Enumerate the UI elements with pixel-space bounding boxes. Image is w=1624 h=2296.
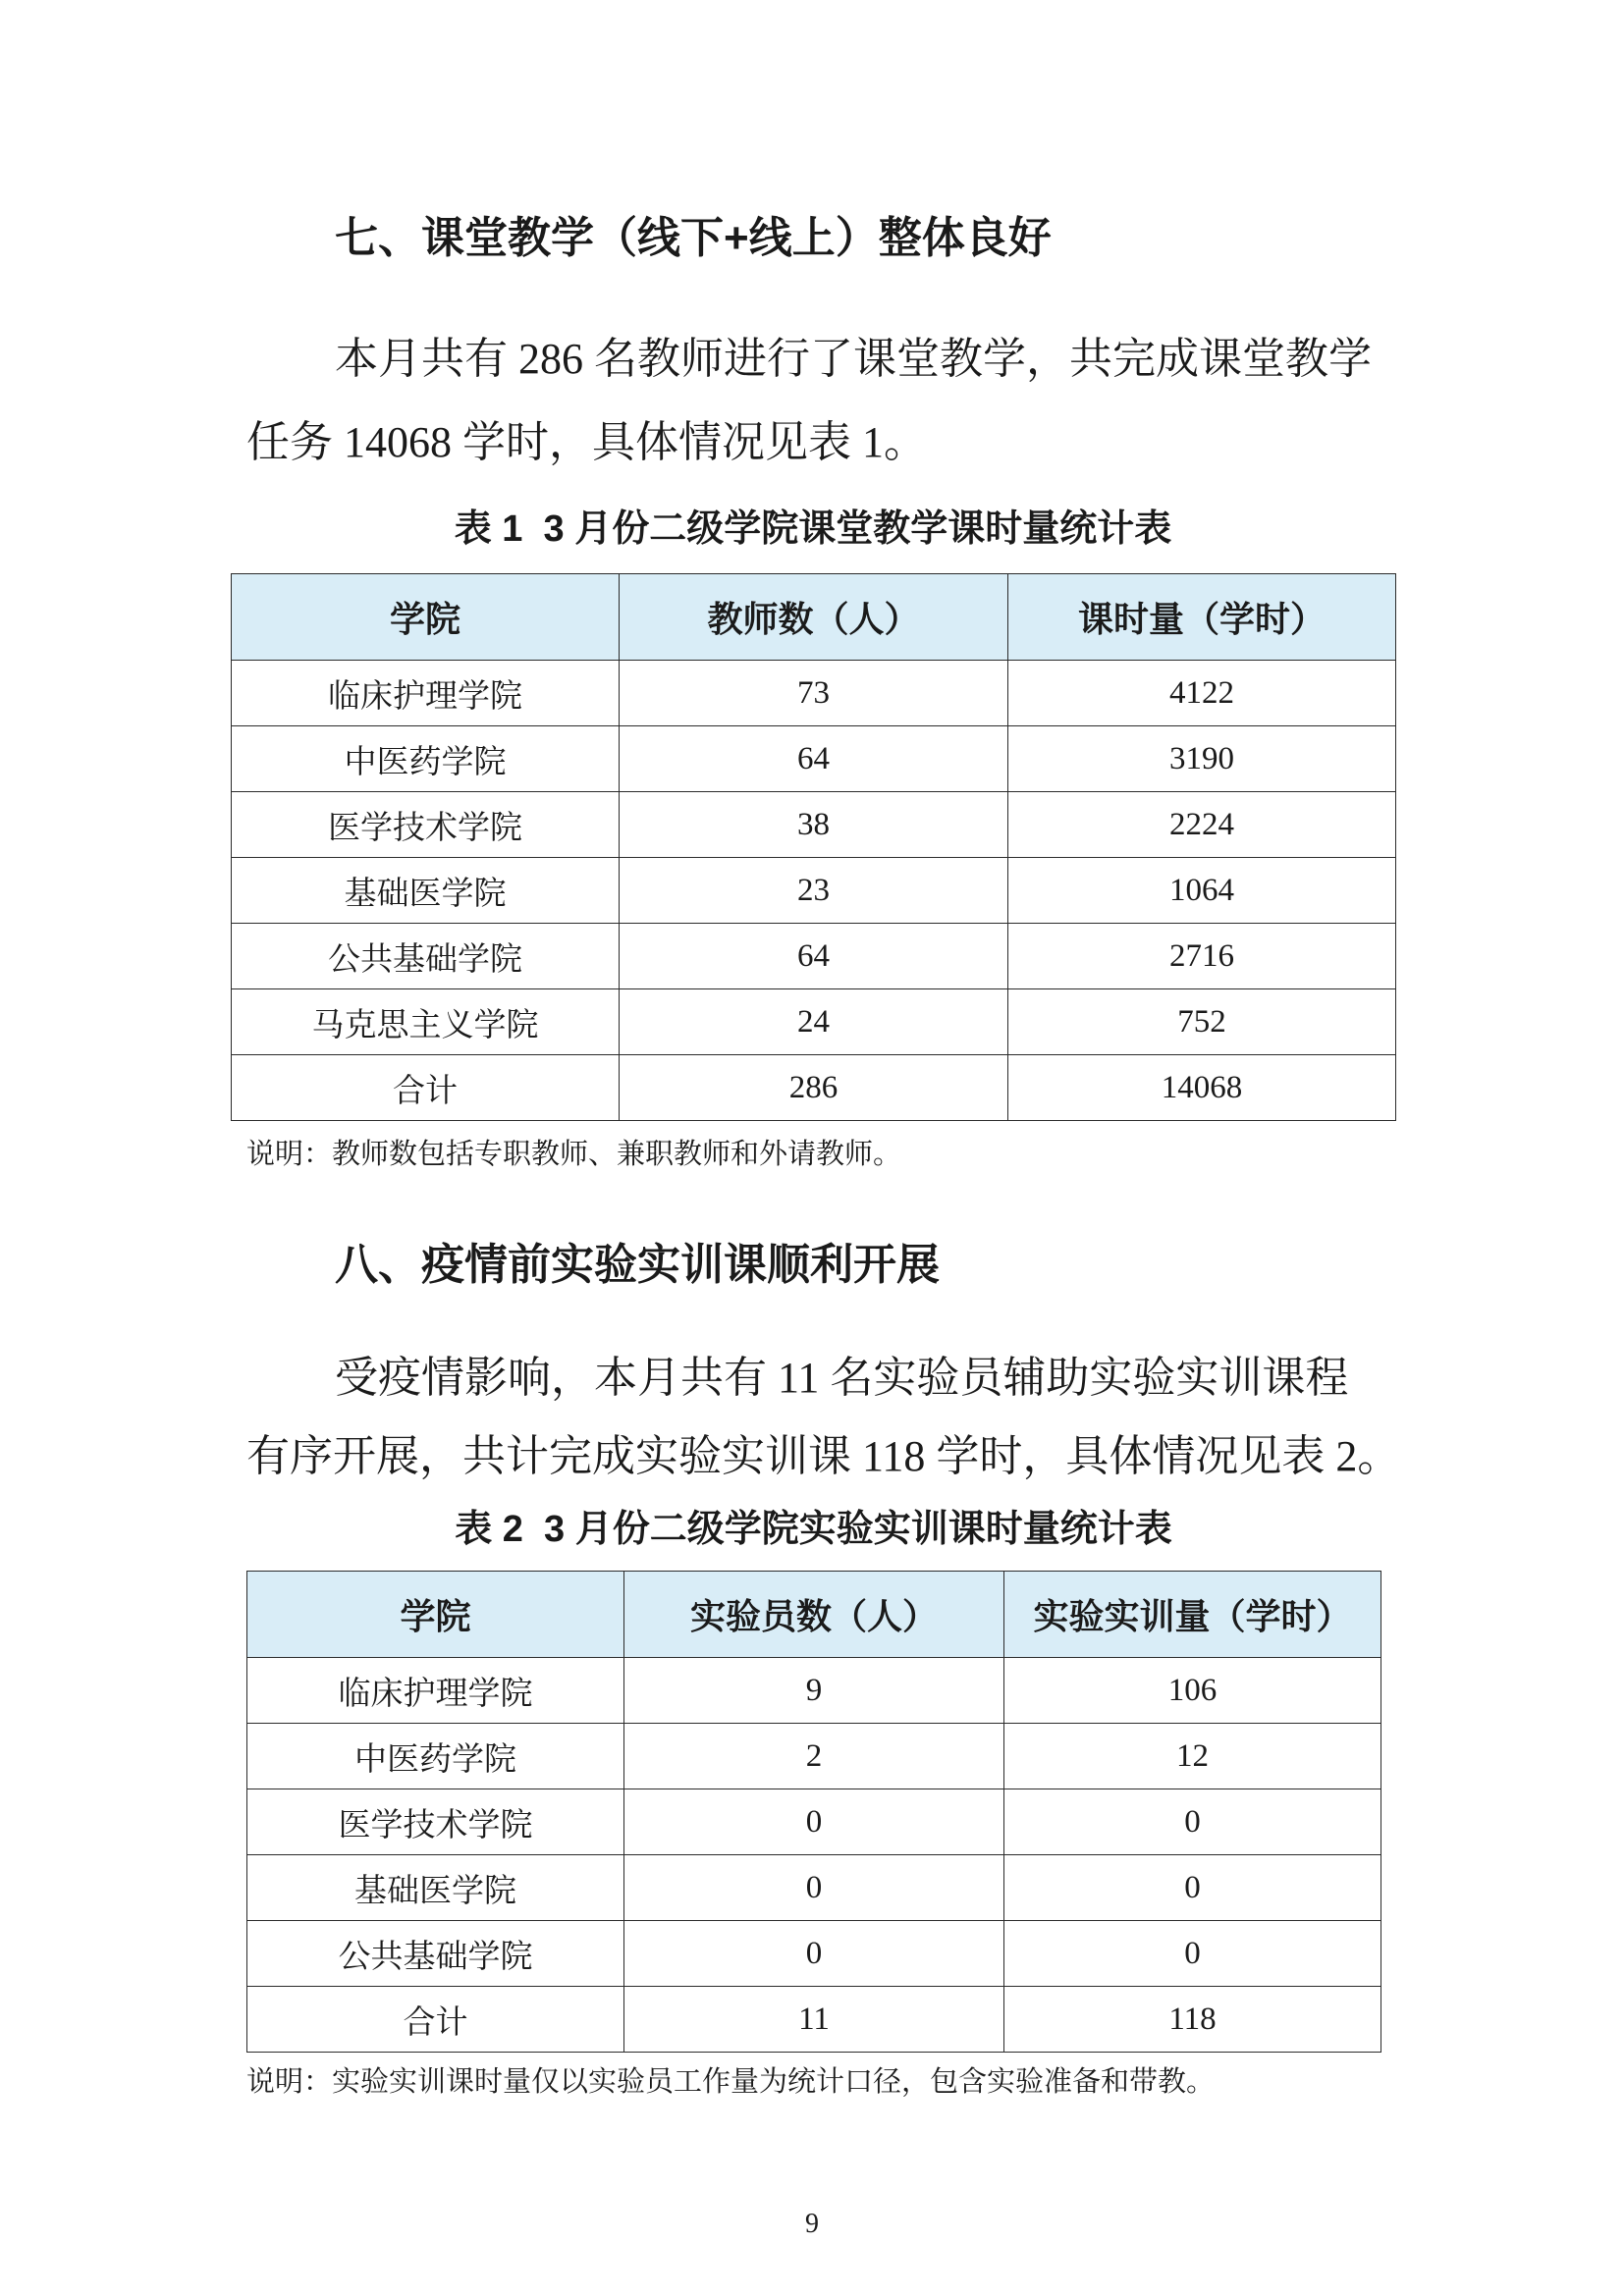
teacher-count-cell: 73	[620, 661, 1008, 726]
class-hours-cell: 14068	[1008, 1055, 1396, 1121]
college-cell: 临床护理学院	[247, 1658, 624, 1724]
table-row	[232, 792, 1396, 858]
training-hours-cell: 106	[1004, 1658, 1381, 1724]
table-body	[247, 1658, 1381, 2053]
lab-staff-count-cell: 0	[624, 1855, 1004, 1921]
table-1-note: 说明：教师数包括专职教师、兼职教师和外请教师。	[246, 1139, 902, 1170]
paragraph-line: 任务 14068 学时，具体情况见表 1。	[246, 418, 927, 466]
table-row	[247, 1789, 1381, 1855]
college-cell: 医学技术学院	[247, 1789, 624, 1855]
paragraph-line: 本月共有 286 名教师进行了课堂教学，共完成课堂教学	[335, 335, 1372, 383]
page-number: 9	[805, 2209, 819, 2239]
lab-staff-count-cell: 9	[624, 1658, 1004, 1724]
table-row	[232, 726, 1396, 792]
college-header: 学院	[232, 574, 620, 661]
table-2-caption: 表 2 3 月份二级学院实验实训课时量统计表	[455, 1509, 1172, 1550]
table-row	[232, 858, 1396, 924]
teacher-count-cell: 64	[620, 924, 1008, 989]
table-2	[246, 1571, 1381, 2053]
college-cell: 公共基础学院	[232, 924, 620, 989]
training-hours-cell: 0	[1004, 1789, 1381, 1855]
paragraph-line: 有序开展，共计完成实验实训课 118 学时，具体情况见表 2。	[246, 1432, 1401, 1480]
total-row	[247, 1987, 1381, 2053]
class-hours-cell: 2716	[1008, 924, 1396, 989]
training-hours-cell: 118	[1004, 1987, 1381, 2053]
college-cell: 基础医学院	[247, 1855, 624, 1921]
college-cell: 基础医学院	[232, 858, 620, 924]
training-hours-cell: 0	[1004, 1921, 1381, 1987]
table-row	[247, 1855, 1381, 1921]
college-cell: 医学技术学院	[232, 792, 620, 858]
college-cell: 合计	[247, 1987, 624, 2053]
college-cell: 合计	[232, 1055, 620, 1121]
table-row	[232, 989, 1396, 1055]
class-hours-cell: 1064	[1008, 858, 1396, 924]
table-2-note: 说明：实验实训课时量仅以实验员工作量为统计口径，包含实验准备和带教。	[246, 2066, 1216, 2098]
table-1	[231, 573, 1396, 1121]
table-1-caption: 表 1 3 月份二级学院课堂教学课时量统计表	[454, 508, 1172, 550]
table-row	[247, 1921, 1381, 1987]
class-hours-header: 课时量（学时）	[1008, 574, 1396, 661]
lab-staff-count-header: 实验员数（人）	[624, 1572, 1004, 1658]
table-header-row	[247, 1572, 1381, 1658]
class-hours-cell: 3190	[1008, 726, 1396, 792]
lab-staff-count-cell: 0	[624, 1789, 1004, 1855]
teacher-count-cell: 38	[620, 792, 1008, 858]
lab-staff-count-cell: 0	[624, 1921, 1004, 1987]
lab-staff-count-cell: 2	[624, 1724, 1004, 1789]
teacher-count-cell: 24	[620, 989, 1008, 1055]
class-hours-cell: 2224	[1008, 792, 1396, 858]
teacher-count-cell: 64	[620, 726, 1008, 792]
training-hours-header: 实验实训量（学时）	[1004, 1572, 1381, 1658]
section-8-heading: 八、疫情前实验实训课顺利开展	[335, 1241, 940, 1289]
paragraph-line: 受疫情影响，本月共有 11 名实验员辅助实验实训课程	[335, 1354, 1349, 1402]
college-cell: 中医药学院	[232, 726, 620, 792]
table-body	[232, 661, 1396, 1121]
college-header: 学院	[247, 1572, 624, 1658]
table-row	[247, 1658, 1381, 1724]
table-row	[232, 661, 1396, 726]
training-hours-cell: 0	[1004, 1855, 1381, 1921]
class-hours-cell: 4122	[1008, 661, 1396, 726]
training-hours-cell: 12	[1004, 1724, 1381, 1789]
teacher-count-header: 教师数（人）	[620, 574, 1008, 661]
teacher-count-cell: 23	[620, 858, 1008, 924]
college-cell: 临床护理学院	[232, 661, 620, 726]
teacher-count-cell: 286	[620, 1055, 1008, 1121]
section-7-heading: 七、课堂教学（线下+线上）整体良好	[335, 214, 1052, 262]
table-row	[247, 1724, 1381, 1789]
college-cell: 马克思主义学院	[232, 989, 620, 1055]
total-row	[232, 1055, 1396, 1121]
college-cell: 公共基础学院	[247, 1921, 624, 1987]
table-header-row	[232, 574, 1396, 661]
college-cell: 中医药学院	[247, 1724, 624, 1789]
lab-staff-count-cell: 11	[624, 1987, 1004, 2053]
table-row	[232, 924, 1396, 989]
class-hours-cell: 752	[1008, 989, 1396, 1055]
